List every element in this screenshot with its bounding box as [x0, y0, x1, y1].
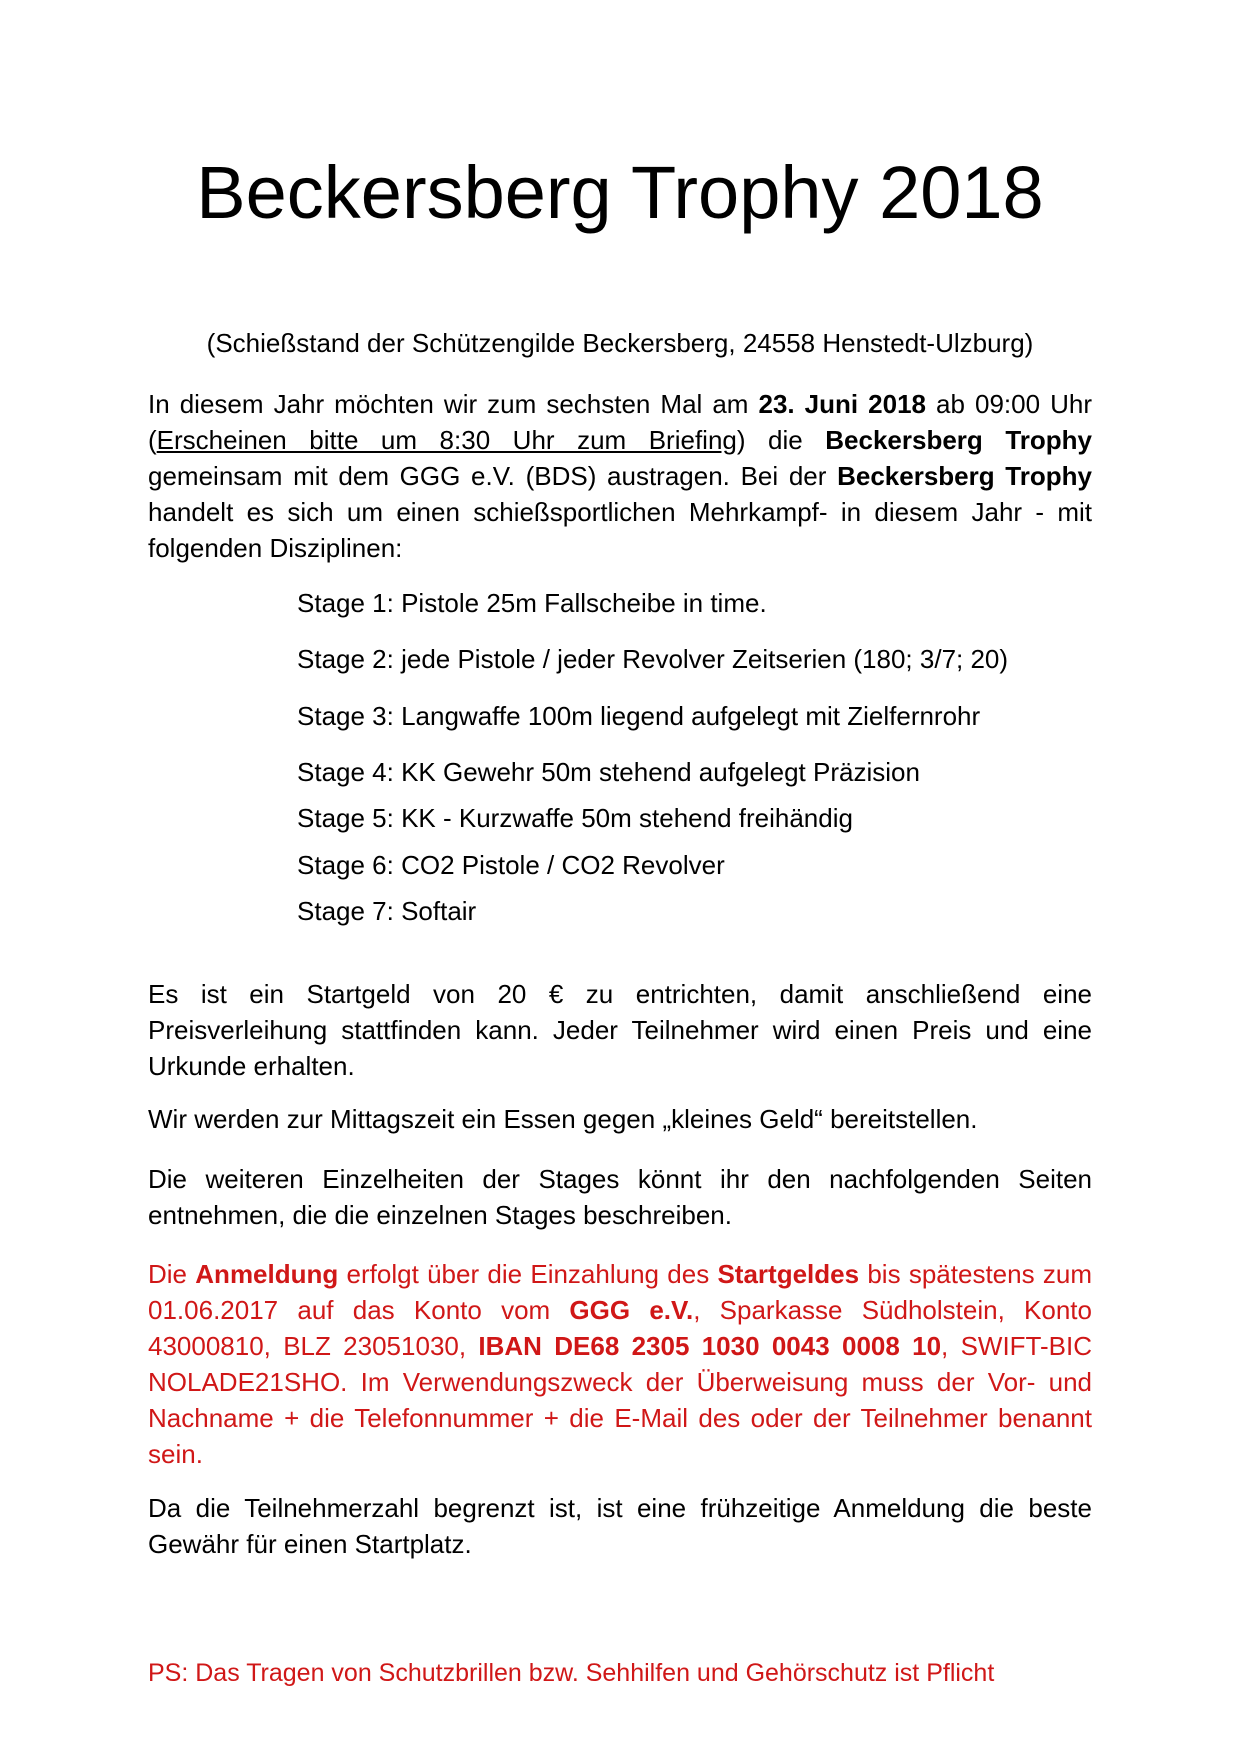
intro-text: gemeinsam mit dem GGG e.V. (BDS) austragen. Bei der: [148, 461, 838, 491]
registration-text: Die: [148, 1259, 196, 1289]
stage-item: Stage 1: Pistole 25m Fallscheibe in time.: [297, 588, 767, 618]
briefing-note: Erscheinen bitte um 8:30 Uhr zum Briefing: [156, 425, 737, 455]
stage-item: Stage 3: Langwaffe 100m liegend aufgelegt mit Zielfernrohr: [297, 701, 981, 731]
lunch-paragraph: Wir werden zur Mittagszeit ein Essen gegen „kleines Geld“ bereitstellen.: [148, 1104, 978, 1134]
intro-text: ab 09:00 Uhr (: [148, 389, 1092, 455]
limit-paragraph: Da die Teilnehmerzahl begrenzt ist, ist eine frühzeitige Anmeldung die beste Gewähr für einen Startplatz.: [148, 1493, 1092, 1559]
stage-item: Stage 5: KK - Kurzwaffe 50m stehend freihändig: [297, 803, 853, 833]
event-date: 23. Juni 2018: [758, 389, 926, 419]
stage-item: Stage 2: jede Pistole / jeder Revolver Zeitserien (180; 3/7; 20): [297, 644, 1009, 674]
ps-note: PS: Das Tragen von Schutzbrillen bzw. Sehhilfen und Gehörschutz ist Pflicht: [148, 1659, 995, 1687]
iban: IBAN DE68 2305 1030 0043 0008 10: [478, 1331, 942, 1361]
stage-item: Stage 4: KK Gewehr 50m stehend aufgelegt Präzision: [297, 757, 920, 787]
intro-text: ) die: [736, 425, 826, 455]
intro-text: handelt es sich um einen schießsportlichen Mehrkampf- in diesem Jahr - mit folgenden Disziplinen:: [148, 497, 1092, 563]
registration-text: erfolgt über die Einzahlung des: [338, 1259, 718, 1289]
stage-item: Stage 6: CO2 Pistole / CO2 Revolver: [297, 850, 725, 880]
venue-subtitle: (Schießstand der Schützengilde Beckersberg, 24558 Henstedt-Ulzburg): [206, 328, 1034, 358]
details-paragraph: Die weiteren Einzelheiten der Stages könnt ihr den nachfolgenden Seiten entnehmen, die die einzelnen Stages beschreiben.: [148, 1164, 1092, 1230]
stage-item: Stage 7: Softair: [297, 896, 477, 926]
registration-paragraph: [148, 1256, 1092, 1472]
registration-text: , SWIFT-BIC NOLADE21SHO. Im Verwendungszweck der Überweisung muss der Vor- und Nachname + die Telefonnummer + die E-Mail des oder der Teilnehmer benannt sein.: [148, 1331, 1093, 1469]
event-name: Beckersberg Trophy: [825, 425, 1092, 455]
fee-paragraph: Es ist ein Startgeld von 20 € zu entrichten, damit anschließend eine Preisverleihung stattfinden kann. Jeder Teilnehmer wird einen Preis und eine Urkunde erhalten.: [148, 979, 1092, 1081]
document-title: Beckersberg Trophy 2018: [196, 151, 1044, 234]
intro-text: In diesem Jahr möchten wir zum sechsten Mal am: [148, 389, 759, 419]
registration-keyword: Startgeldes: [717, 1259, 860, 1289]
account-holder: GGG e.V.: [569, 1295, 694, 1325]
registration-keyword: Anmeldung: [195, 1259, 339, 1289]
event-name: Beckersberg Trophy: [837, 461, 1092, 491]
intro-paragraph: [148, 386, 1092, 566]
registration-text: , Sparkasse Südholstein, Konto 43000810, BLZ 23051030,: [148, 1295, 1092, 1361]
registration-text: bis spätestens zum 01.06.2017 auf das Konto vom: [148, 1259, 1092, 1325]
